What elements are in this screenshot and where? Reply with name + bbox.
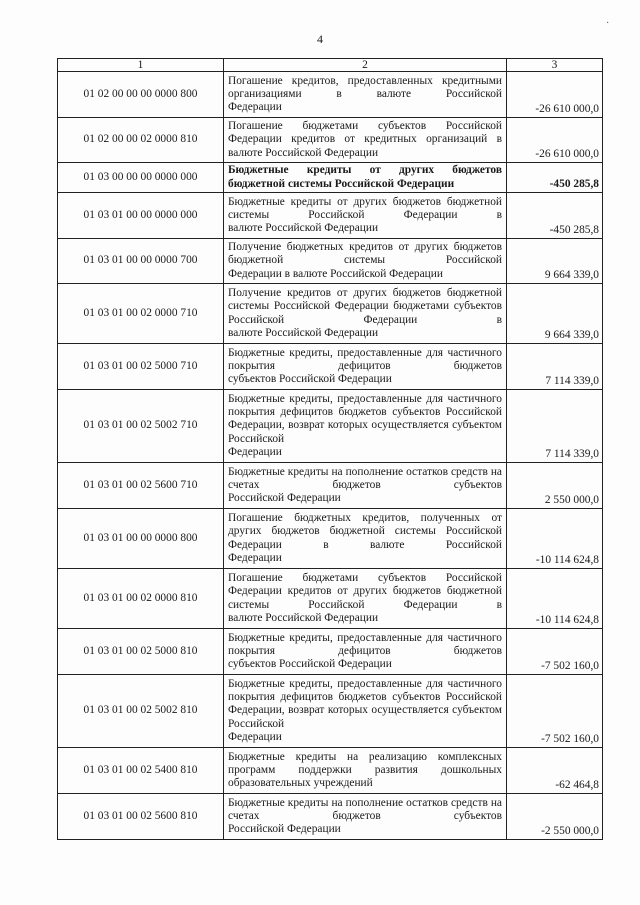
source-name-last-line: Федерации [228,730,282,743]
scan-mark: · [606,18,610,29]
budget-code: 01 03 01 00 00 0000 000 [58,193,224,239]
source-name-last-line: Федерации [228,551,282,564]
source-name [224,193,507,239]
amount: -26 610 000,0 [507,72,603,118]
budget-code: 01 03 01 00 02 5600 710 [58,463,224,509]
table-row [58,390,603,463]
source-name-line: Бюджетные кредиты на пополнение остатков [228,796,448,809]
table-row [58,794,603,840]
source-name-line: Бюджетные кредиты от других бюджетов [228,195,441,208]
table-row [58,284,603,344]
source-name-line: бюджетной системы Российской Федерации в [228,195,502,221]
source-name-line: субъектов Российской Федерации, возврат [228,406,502,432]
source-name-line: частичного покрытия дефицитов бюджетов [228,393,502,419]
source-name-line: которых осуществляется субъектом Российской [228,704,502,730]
budget-code: 01 03 01 00 00 0000 800 [58,509,224,569]
source-name-last-line: Российской Федерации [228,823,341,836]
table-row [58,118,603,163]
table-row [58,72,603,118]
table-header-row [58,59,603,72]
budget-code: 01 03 01 00 02 5000 710 [58,344,224,390]
source-name-line: Бюджетные кредиты, предоставленные для [228,678,443,691]
amount: -2 550 000,0 [507,794,603,840]
source-name-line: Получение кредитов от других бюджетов [228,287,441,300]
source-name-last-line: субъектов Российской Федерации [228,373,392,386]
budget-code: 01 03 01 00 02 5000 810 [58,629,224,675]
source-name-line: Бюджетные кредиты на пополнение остатков [228,465,448,478]
amount: -450 285,8 [507,163,603,193]
source-name [224,794,507,840]
amount: -10 114 624,8 [507,569,603,629]
source-name-line: бюджетов бюджетной системы Российской [228,241,502,267]
source-name-line: средств на счетах бюджетов субъектов [228,796,502,822]
source-name-line: частичного покрытия дефицитов бюджетов [228,678,502,704]
table-row [58,239,603,284]
table-row [58,675,603,748]
table-row [58,629,603,675]
source-name [224,163,507,193]
header-col-1: 1 [58,59,224,72]
source-name-line: частичного покрытия дефицитов бюджетов [228,631,502,657]
amount: 9 664 339,0 [507,284,603,344]
amount: -26 610 000,0 [507,118,603,163]
source-name-line: Погашение кредитов, предоставленных [228,74,433,87]
budget-sources-table [57,58,603,840]
source-name-line: средств на счетах бюджетов субъектов [228,465,502,491]
source-name-last-line: валюте Российской Федерации [228,611,379,624]
source-name-last-line: бюджетной системы Российской Федерации [228,177,455,190]
amount: 7 114 339,0 [507,390,603,463]
amount: -7 502 160,0 [507,629,603,675]
source-name-last-line: валюте Российской Федерации [228,222,379,235]
source-name-line: бюджетами субъектов Российской Федерации в [228,300,502,326]
source-name-line: Бюджетные кредиты от других бюджетов [228,164,502,177]
source-name-line: Бюджетные кредиты, предоставленные для [228,393,443,406]
budget-code: 01 02 00 00 02 0000 810 [58,118,224,163]
budget-code: 01 03 01 00 02 5002 710 [58,390,224,463]
source-name-line: Погашение бюджетных кредитов, полученных от [228,512,502,525]
source-name [224,390,507,463]
source-name-last-line: валюте Российской Федерации [228,146,379,159]
source-name-line: Российской Федерации в валюте Российской [228,525,502,551]
table-row [58,463,603,509]
header-col-3: 3 [507,59,603,72]
amount: 2 550 000,0 [507,463,603,509]
amount: -450 285,8 [507,193,603,239]
budget-code: 01 03 01 00 02 5400 810 [58,748,224,794]
source-name-line: Федерации кредитов от кредитных организаций в [228,133,502,146]
source-name-line: Федерации кредитов от других бюджетов [228,585,442,598]
source-name-line: субъектов Российской Федерации, возврат [228,691,502,717]
amount: -7 502 160,0 [507,675,603,748]
source-name-line: Бюджетные кредиты, предоставленные для [228,346,443,359]
budget-code: 01 03 01 00 02 5600 810 [58,794,224,840]
budget-code: 01 03 01 00 02 0000 710 [58,284,224,344]
source-name-line: Бюджетные кредиты, предоставленные для [228,631,443,644]
budget-code: 01 03 01 00 02 0000 810 [58,569,224,629]
amount: 7 114 339,0 [507,344,603,390]
budget-code: 01 03 00 00 00 0000 000 [58,163,224,193]
source-name-last-line: Российской Федерации [228,492,341,505]
amount: 9 664 339,0 [507,239,603,284]
table-row [58,509,603,569]
header-col-2: 2 [224,59,507,72]
source-name [224,675,507,748]
source-name-last-line: Федерации в валюте Российской Федерации [228,267,443,280]
budget-code: 01 03 01 00 00 0000 700 [58,239,224,284]
budget-code: 01 03 01 00 02 5002 810 [58,675,224,748]
source-name-last-line: Федерации [228,101,282,114]
source-name [224,344,507,390]
source-name-line: бюджетной системы Российской Федерации в [228,585,502,611]
source-name-last-line: валюте Российской Федерации [228,326,379,339]
source-name-last-line: образовательных учреждений [228,777,373,790]
source-name-line: частичного покрытия дефицитов бюджетов [228,346,502,372]
source-name [224,72,507,118]
table-row [58,163,603,193]
source-name-last-line: субъектов Российской Федерации [228,658,392,671]
source-name [224,509,507,569]
source-name-line: Бюджетные кредиты на реализацию комплексных [228,750,502,763]
source-name-line: кредитными организациями в валюте Российской [228,74,502,100]
budget-code: 01 02 00 00 00 0000 800 [58,72,224,118]
source-name [224,118,507,163]
table-row [58,748,603,794]
source-name [224,569,507,629]
source-name-line: Получение бюджетных кредитов от других [228,241,449,254]
table-row [58,344,603,390]
source-name [224,748,507,794]
source-name [224,629,507,675]
source-name-line: бюджетной системы Российской Федерации [228,287,502,313]
source-name-line: Погашение бюджетами субъектов Российской [228,572,502,585]
source-name-last-line: Федерации [228,445,282,458]
source-name-line: которых осуществляется субъектом Российской [228,419,502,445]
source-name [224,239,507,284]
source-name [224,284,507,344]
source-name-line: Погашение бюджетами субъектов Российской [228,120,502,133]
page-number: 4 [317,32,323,46]
source-name [224,463,507,509]
amount: -62 464,8 [507,748,603,794]
table-row [58,193,603,239]
source-name-line: программ поддержки развития дошкольных [228,763,502,776]
table-row [58,569,603,629]
source-name-line: других бюджетов бюджетной системы [228,525,436,538]
amount: -10 114 624,8 [507,509,603,569]
